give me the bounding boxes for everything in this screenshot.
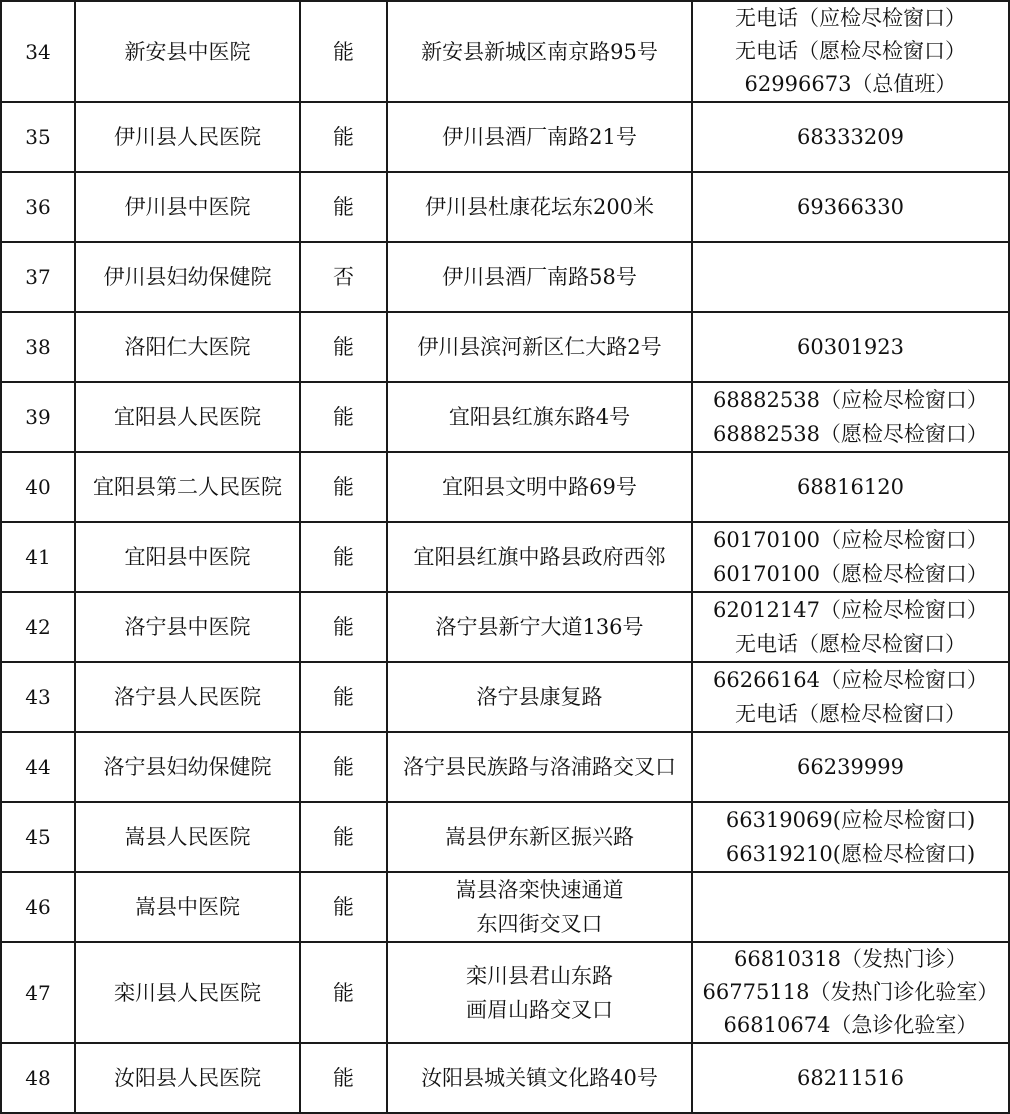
hospital-table-body xyxy=(1,1,1009,1113)
table-row xyxy=(1,522,1009,592)
hospital-address-line: 宜阳县红旗中路县政府西邻 xyxy=(413,545,666,569)
row-number: 38 xyxy=(1,312,75,382)
contact-phone-line: 68882538（应检尽检窗口） xyxy=(713,388,988,412)
testing-available: 能 xyxy=(300,312,387,382)
table-row xyxy=(1,802,1009,872)
hospital-address xyxy=(387,942,692,1043)
hospital-address-line: 宜阳县红旗东路4号 xyxy=(448,405,631,429)
contact-phone xyxy=(692,872,1009,942)
hospital-name: 栾川县人民医院 xyxy=(75,942,300,1043)
table-row xyxy=(1,452,1009,522)
table-row xyxy=(1,872,1009,942)
testing-available: 能 xyxy=(300,1043,387,1113)
contact-phone-line: 68333209 xyxy=(797,125,904,149)
testing-available: 能 xyxy=(300,452,387,522)
hospital-address-line: 东四街交叉口 xyxy=(476,912,603,936)
contact-phone-line: 69366330 xyxy=(797,195,904,219)
row-number: 46 xyxy=(1,872,75,942)
hospital-name: 宜阳县人民医院 xyxy=(75,382,300,452)
table-row xyxy=(1,242,1009,312)
hospital-name: 宜阳县第二人民医院 xyxy=(75,452,300,522)
row-number: 36 xyxy=(1,172,75,242)
testing-available: 能 xyxy=(300,382,387,452)
hospital-address xyxy=(387,382,692,452)
contact-phone-line: 66266164（应检尽检窗口） xyxy=(713,668,988,692)
hospital-address xyxy=(387,312,692,382)
hospital-name: 洛阳仁大医院 xyxy=(75,312,300,382)
hospital-address xyxy=(387,1,692,102)
contact-phone xyxy=(692,522,1009,592)
contact-phone-line: 无电话（应检尽检窗口） xyxy=(735,6,966,30)
contact-phone-line: 68882538（愿检尽检窗口） xyxy=(713,422,988,446)
contact-phone xyxy=(692,312,1009,382)
contact-phone-line: 无电话（愿检尽检窗口） xyxy=(735,39,966,63)
table-row xyxy=(1,172,1009,242)
testing-available: 能 xyxy=(300,872,387,942)
table-row xyxy=(1,102,1009,172)
hospital-address xyxy=(387,592,692,662)
hospital-address-line: 洛宁县新宁大道136号 xyxy=(435,615,644,639)
contact-phone xyxy=(692,1,1009,102)
contact-phone xyxy=(692,382,1009,452)
table-row xyxy=(1,662,1009,732)
contact-phone-line: 66810318（发热门诊） xyxy=(734,947,967,971)
hospital-address-line: 汝阳县城关镇文化路40号 xyxy=(421,1066,658,1090)
contact-phone xyxy=(692,1043,1009,1113)
testing-available: 能 xyxy=(300,732,387,802)
hospital-name: 伊川县中医院 xyxy=(75,172,300,242)
hospital-address-line: 栾川县君山东路 xyxy=(466,963,613,988)
table-row xyxy=(1,1043,1009,1113)
row-number: 43 xyxy=(1,662,75,732)
contact-phone xyxy=(692,242,1009,312)
table-row xyxy=(1,1,1009,102)
row-number: 35 xyxy=(1,102,75,172)
hospital-address-line: 伊川县杜康花坛东200米 xyxy=(424,195,655,219)
contact-phone-line: 66319210(愿检尽检窗口) xyxy=(725,842,976,866)
testing-available: 能 xyxy=(300,802,387,872)
testing-available: 能 xyxy=(300,522,387,592)
table-row xyxy=(1,312,1009,382)
table-row xyxy=(1,732,1009,802)
hospital-address xyxy=(387,732,692,802)
hospital-address-line: 伊川县滨河新区仁大路2号 xyxy=(417,335,662,359)
row-number: 44 xyxy=(1,732,75,802)
contact-phone-line: 66239999 xyxy=(797,755,904,779)
hospital-name: 宜阳县中医院 xyxy=(75,522,300,592)
table-row xyxy=(1,592,1009,662)
hospital-address-line: 伊川县酒厂南路58号 xyxy=(442,265,637,289)
row-number: 37 xyxy=(1,242,75,312)
hospital-address-line: 嵩县洛栾快速通道 xyxy=(455,878,624,902)
testing-available: 能 xyxy=(300,172,387,242)
row-number: 34 xyxy=(1,1,75,102)
hospital-name: 嵩县人民医院 xyxy=(75,802,300,872)
hospital-name: 嵩县中医院 xyxy=(75,872,300,942)
contact-phone-line: 60170100（应检尽检窗口） xyxy=(713,528,988,552)
hospital-address xyxy=(387,172,692,242)
hospital-address xyxy=(387,802,692,872)
row-number: 48 xyxy=(1,1043,75,1113)
table-row xyxy=(1,942,1009,1043)
contact-phone-line: 60301923 xyxy=(797,335,904,359)
row-number: 42 xyxy=(1,592,75,662)
contact-phone-line: 62012147（应检尽检窗口） xyxy=(713,598,988,622)
contact-phone xyxy=(692,592,1009,662)
hospital-name: 新安县中医院 xyxy=(75,1,300,102)
hospital-address-line: 画眉山路交叉口 xyxy=(466,997,613,1022)
hospital-name: 伊川县妇幼保健院 xyxy=(75,242,300,312)
testing-available: 否 xyxy=(300,242,387,312)
contact-phone-line: 62996673（总值班） xyxy=(744,72,957,96)
hospital-address-line: 洛宁县康复路 xyxy=(476,685,603,709)
row-number: 39 xyxy=(1,382,75,452)
contact-phone-line: 66319069(应检尽检窗口) xyxy=(725,808,976,832)
contact-phone-line: 无电话（愿检尽检窗口） xyxy=(735,702,966,726)
contact-phone xyxy=(692,102,1009,172)
hospital-name: 洛宁县中医院 xyxy=(75,592,300,662)
contact-phone-line: 66810674（急诊化验室） xyxy=(723,1013,978,1037)
contact-phone-line: 无电话（愿检尽检窗口） xyxy=(735,632,966,656)
testing-available: 能 xyxy=(300,102,387,172)
testing-available: 能 xyxy=(300,662,387,732)
contact-phone xyxy=(692,732,1009,802)
hospital-address-line: 伊川县酒厂南路21号 xyxy=(442,125,637,149)
hospital-address xyxy=(387,872,692,942)
hospital-name: 伊川县人民医院 xyxy=(75,102,300,172)
hospital-name: 洛宁县妇幼保健院 xyxy=(75,732,300,802)
row-number: 47 xyxy=(1,942,75,1043)
hospital-address xyxy=(387,242,692,312)
testing-available: 能 xyxy=(300,1,387,102)
hospital-address-line: 洛宁县民族路与洛浦路交叉口 xyxy=(403,755,676,779)
contact-phone xyxy=(692,942,1009,1043)
contact-phone xyxy=(692,172,1009,242)
hospital-address xyxy=(387,452,692,522)
contact-phone xyxy=(692,452,1009,522)
row-number: 40 xyxy=(1,452,75,522)
contact-phone-line: 68816120 xyxy=(797,475,904,499)
contact-phone-line: 66775118（发热门诊化验室） xyxy=(702,980,999,1004)
contact-phone-line: 60170100（愿检尽检窗口） xyxy=(713,562,988,586)
hospital-address xyxy=(387,1043,692,1113)
table-row xyxy=(1,382,1009,452)
hospital-address-line: 宜阳县文明中路69号 xyxy=(442,475,637,499)
row-number: 41 xyxy=(1,522,75,592)
hospital-address xyxy=(387,662,692,732)
row-number: 45 xyxy=(1,802,75,872)
hospital-name: 洛宁县人民医院 xyxy=(75,662,300,732)
contact-phone xyxy=(692,802,1009,872)
hospital-address xyxy=(387,102,692,172)
hospital-address-line: 嵩县伊东新区振兴路 xyxy=(445,825,634,849)
hospital-address xyxy=(387,522,692,592)
testing-available: 能 xyxy=(300,942,387,1043)
hospital-name: 汝阳县人民医院 xyxy=(75,1043,300,1113)
testing-available: 能 xyxy=(300,592,387,662)
contact-phone-line: 68211516 xyxy=(797,1066,904,1090)
hospital-address-line: 新安县新城区南京路95号 xyxy=(421,39,658,64)
contact-phone xyxy=(692,662,1009,732)
